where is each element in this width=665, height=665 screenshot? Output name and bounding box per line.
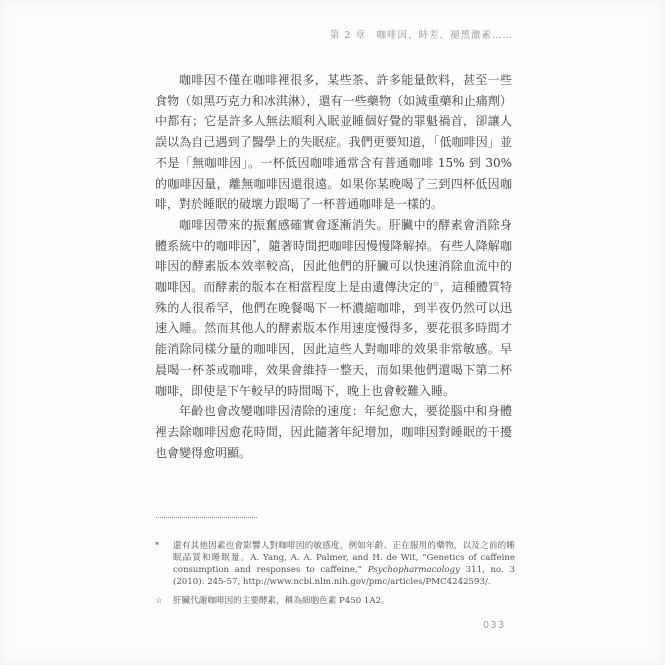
body-text — [155, 70, 512, 463]
footnotes-block — [155, 540, 515, 607]
paragraph-3 — [155, 401, 512, 463]
footnote-star — [155, 595, 515, 607]
footnote-ref-star: ☆ — [432, 279, 440, 289]
footnote-asterisk — [155, 540, 515, 588]
footnote-asterisk-text — [173, 540, 515, 588]
paragraph-2 — [155, 215, 512, 401]
page-number: 033 — [483, 620, 506, 631]
paragraph-2-text-c: ，這種體質特殊的人很希罕，他們在晚餐喝下一杯濃縮咖啡，到半夜仍然可以迅速入睡。然而其他人的酵素版本作用速度慢得多，要花很多時間才能消除同樣分量的咖啡因，因此這些人對咖啡的效果非常敏感。早晨喝一杯茶或咖啡，效果會維持一整天，而如果他們還喝下第二杯咖啡，即使是下午較早的時間喝下，晚上也會較難入睡。 — [155, 280, 512, 398]
running-header: 第 2 章 咖啡因、時差、褪黑激素…… — [329, 30, 513, 41]
footnote-asterisk-journal: Psychopharmacology — [367, 565, 460, 575]
footnote-asterisk-citation-pre: A. Yang, A. A. Palmer, and H. de Wit, “Genetics of caffeine consumption and responses to caffeine,” — [173, 553, 515, 575]
footnote-asterisk-zh: 還有其他因素也會影響人對咖啡因的敏感度，例如年齡、正在服用的藥物，以及之前的睡眠品質和睡眠量。 — [173, 541, 515, 563]
footnote-star-text — [173, 595, 515, 607]
footnote-star-marker: ☆ — [155, 596, 163, 606]
footnote-asterisk-marker: * — [155, 541, 160, 551]
paragraph-2-text-b: ，隨著時間把咖啡因慢慢降解掉。有些人降解咖啡因的酵素版本效率較高，因此他們的肝臟可以快速消除血流中的咖啡因。而酵素的版本在相當程度上是由遺傳決定的 — [155, 238, 512, 295]
footnote-asterisk-citation-post: 311, no. 3 (2010): 245-57, http://www.ncbi.nlm.nih.gov/pmc/articles/PMC4242593/. — [173, 565, 515, 587]
footnote-separator — [156, 517, 257, 518]
paragraph-1-text: 咖啡因不僅在咖啡裡很多，某些茶、許多能量飲料，甚至一些食物（如黑巧克力和冰淇淋），還有一些藥物（如減重藥和止痛劑）中都有；它是許多人無法順利入眠並睡個好覺的罪魁禍首，卻讓人誤以為自己遇到了醫學上的失眠症。我們更要知道，「低咖啡因」並不是「無咖啡因」。一杯低因咖啡通常含有普通咖啡 15% 到 30% 的咖啡因量，離無咖啡因還很遠。如果你某晚喝了三到四杯低因咖啡，對於睡眠的破壞力跟喝了一杯普通咖啡是一樣的。 — [155, 73, 512, 212]
paragraph-2-text-a: 咖啡因帶來的振奮感確實會逐漸消失。肝臟中的酵素會消除身體系統中的咖啡因 — [155, 217, 512, 253]
paragraph-1 — [155, 70, 512, 215]
paragraph-3-text: 年齡也會改變咖啡因清除的速度：年紀愈大，要從腦中和身體裡去除咖啡因愈花時間，因此隨著年紀增加，咖啡因對睡眠的干擾也會變得愈明顯。 — [155, 404, 512, 460]
footnote-ref-asterisk: * — [252, 237, 257, 247]
footnote-star-zh: 肝臟代謝咖啡因的主要酵素，稱為細胞色素 P450 1A2。 — [173, 596, 390, 606]
